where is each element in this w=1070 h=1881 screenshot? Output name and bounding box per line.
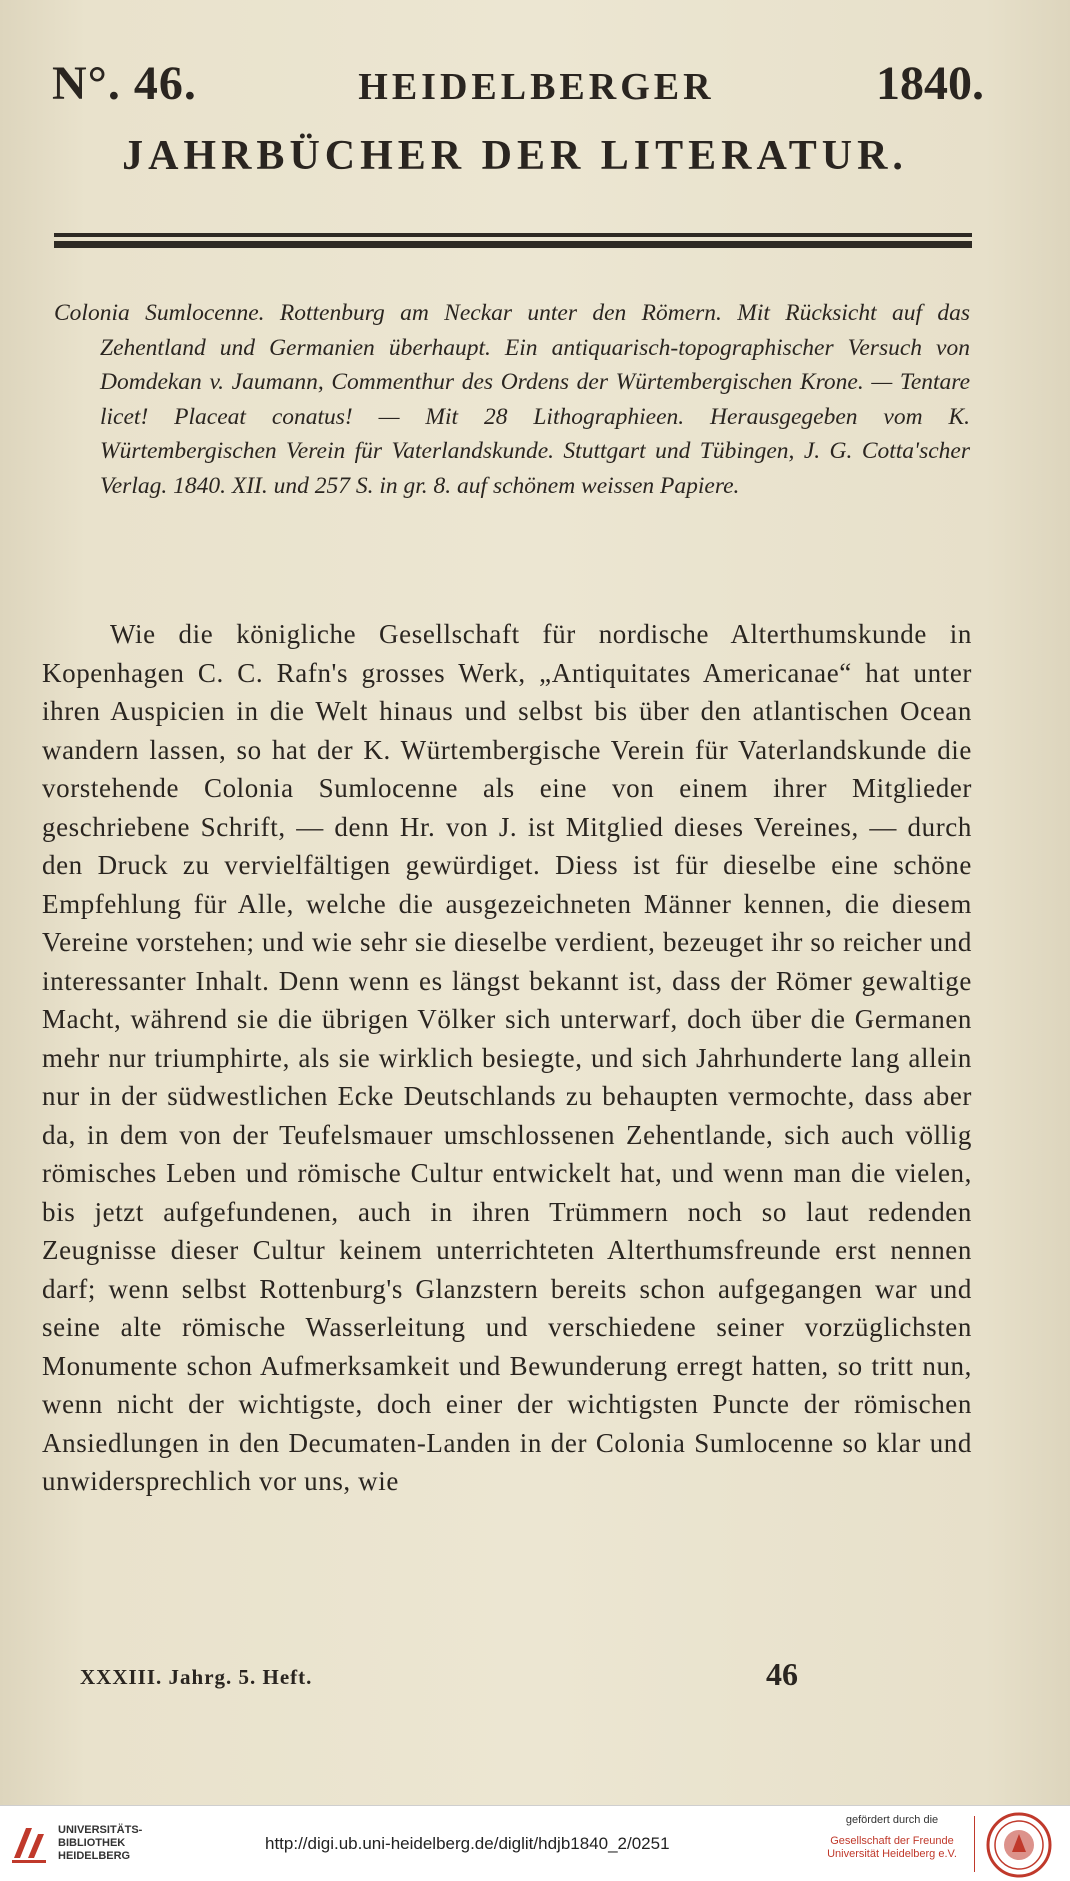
library-name bbox=[58, 1824, 142, 1863]
funding-credit bbox=[812, 1814, 972, 1861]
university-seal-icon bbox=[986, 1812, 1052, 1878]
page-header bbox=[52, 56, 984, 116]
page-number: 46 bbox=[766, 1656, 798, 1692]
header-rule-thin bbox=[54, 233, 972, 237]
library-name-line1: UNIVERSITÄTS- bbox=[58, 1824, 143, 1836]
journal-title-line1: HEIDELBERGER bbox=[358, 66, 715, 108]
society-name-line1: Gesellschaft der Freunde bbox=[830, 1835, 954, 1847]
permalink-url[interactable]: http://digi.ub.uni-heidelberg.de/diglit/hdjb1840_2/0251 bbox=[265, 1834, 670, 1853]
library-name-line3: HEIDELBERG bbox=[58, 1850, 131, 1862]
book-citation: Colonia Sumlocenne. Rottenburg am Neckar unter den Römern. Mit Rücksicht auf das Zehentland und Germanien überhaupt. Ein antiquarisch-topographischer Versuch von Domdekan v. Jaumann, Commenthur des Ordens der Würtembergischen Krone. — Tentare licet! Placeat conatus! — Mit 28 Lithographieen. Herausgegeben vom K. Würtembergischen Verein für Vaterlandskunde. Stuttgart und Tübingen, J. G. Cotta'scher Verlag. 1840. XII. und 257 S. in gr. 8. auf schönem weissen Papiere. bbox=[54, 300, 970, 499]
publication-year: 1840. bbox=[875, 57, 984, 110]
library-name-line2: BIBLIOTHEK bbox=[58, 1837, 126, 1849]
digitization-footer-bar bbox=[0, 1805, 1070, 1881]
issue-number: N°. 46. bbox=[52, 57, 197, 110]
journal-title-line2: JAHRBÜCHER DER LITERATUR. bbox=[122, 133, 908, 179]
library-logo-icon bbox=[10, 1822, 50, 1866]
society-name-line2: Universität Heidelberg e.V. bbox=[827, 1848, 957, 1860]
signature-line: XXXIII. Jahrg. 5. Heft. bbox=[80, 1665, 313, 1689]
footer-divider bbox=[974, 1816, 975, 1872]
review-body-text: Wie die königliche Gesellschaft für nordische Alterthumskunde in Kopenhagen C. C. Rafn's grosses Werk, „Antiquitates Americanae“ hat unter ihren Auspicien in die Welt hinaus und selbst bis über den atlantischen Ocean wandern lassen, so hat der K. Würtembergische Verein für Vaterlandskunde die vorstehende Colonia Sumlocenne als eine von einem ihrer Mitglieder geschriebene Schrift, — denn Hr. von J. ist Mitglied dieses Vereines, — durch den Druck zu vervielfältigen gewürdiget. Diess ist für dieselbe eine schöne Empfehlung für Alle, welche die ausgezeichneten Männer kennen, die diesem Vereine vorstehen; und wie sehr sie dieselbe verdient, bezeuget ihr so reicher und interessanter Inhalt. Denn wenn es längst bekannt ist, dass der Römer gewaltige Macht, während sie die übrigen Völker sich unterwarf, doch über die Germanen mehr nur triumphirte, als sie wirklich besiegte, und sich Jahrhunderte lang allein nur in der südwestlichen Ecke Deutschlands zu behaupten vermochte, dass aber da, in dem von der Teufelsmauer umschlossenen Zehentlande, sich auch völlig römisches Leben und römische Cultur entwickelt hat, und wenn man die vielen, bis jetzt aufgefundenen, auch in ihren Trümmern noch so laut redenden Zeugnisse dieser Cultur keinem unterrichteten Alterthumsfreunde erst nennen darf; wenn selbst Rottenburg's Glanzstern bereits schon aufgegangen war und seine alte römische Wasserleitung und verschiedene seiner vorzüglichsten Monumente schon Aufmerksamkeit und Bewunderung erregt hatten, so tritt nun, wenn nicht der wichtigste, doch einer der wichtigsten Puncte der römischen Ansiedlungen in den Decumaten-Landen in der Colonia Sumlocenne so klar und unwidersprechlich vor uns, wie bbox=[42, 619, 972, 1496]
funded-by-label: gefördert durch die bbox=[845, 1814, 939, 1826]
header-rule-thick bbox=[54, 241, 972, 248]
